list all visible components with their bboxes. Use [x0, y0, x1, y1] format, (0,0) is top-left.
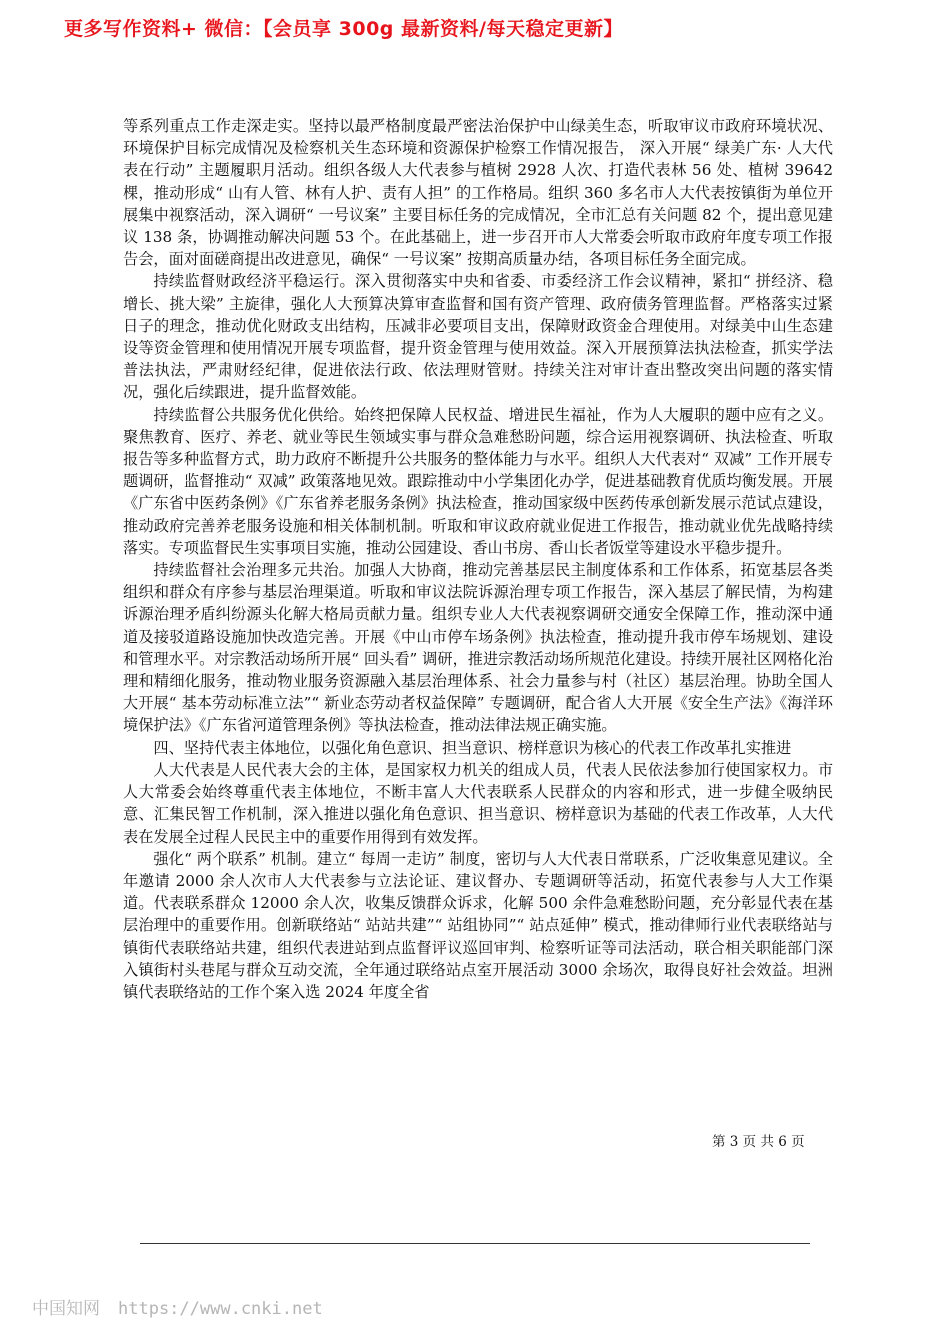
- paragraph-continuation: 等系列重点工作走深走实。坚持以最严格制度最严密法治保护中山绿美生态，听取审议市政府环境状况、 环境保护目标完成情况及检察机关生态环境和资源保护检察工作情况报告， 深入开展“ 绿美广东· 人大代表在行动” 主题履职月活动。组织各级人大代表参与植树 2928 人次、打造代表林 56 处、植树 39642 棵，推动形成“ 山有人管、林有人护、责有人担” 的工作格局。组织 360 多名市人大代表按镇街为单位开展集中视察活动，深入调研“ 一号议案” 主要目标任务的完成情况，全市汇总有关问题 82 个，提出意见建议 138 条，协调推动解决问题 53 个。在此基础上，进一步召开市人大常委会听取市政府年度专项工作报告会，面对面磋商提出改进意见，确保“ 一号议案” 按期高质量办结，各项目标任务全面完成。: [123, 117, 833, 269]
- page-number: 第 3 页 共 6 页: [712, 1134, 805, 1150]
- paragraph-social-governance: 持续监督社会治理多元共治。加强人大协商，推动完善基层民主制度体系和工作体系，拓宽基层各类组织和群众有序参与基层治理渠道。听取和审议法院诉源治理专项工作报告，深入基层了解民情，为构建诉源治理矛盾纠纷源头化解大格局贡献力量。组织专业人大代表视察调研交通安全保障工作，推动深中通道及接驳道路设施加快改造完善。开展《中山市停车场条例》执法检查，推动提升我市停车场规划、建设和管理水平。对宗教活动场所开展“ 回头看” 调研，推进宗教活动场所规范化建设。持续开展社区网格化治理和精细化服务，推动物业服务资源融入基层治理体系、社会力量参与村（社区）基层治理。协助全国人大开展“ 基本劳动标准立法”“ 新业态劳动者权益保障” 专题调研，配合省人大开展《安全生产法》《海洋环境保护法》《广东省河道管理条例》等执法检查，推动法律法规正确实施。: [123, 561, 833, 735]
- document-body: [123, 115, 833, 1003]
- paragraph-fiscal-supervision: 持续监督财政经济平稳运行。深入贯彻落实中央和省委、市委经济工作会议精神，紧扣“ 拼经济、稳增长、挑大梁” 主旋律，强化人大预算决算审查监督和国有资产管理、政府债务管理监督。严格落实过紧日子的理念，推动优化财政支出结构，压减非必要项目支出，保障财政资金合理使用。对绿美中山生态建设等资金管理和使用情况开展专项监督，提升资金管理与使用效益。深入开展预算法执法检查，抓实学法普法执法，严肃财经纪律，促进依法行政、依法理财管财。持续关注对审计查出整改突出问题的落实情况，强化后续跟进，提升监督效能。: [123, 272, 833, 402]
- footer-divider: [140, 1243, 810, 1244]
- section-heading-four: 四、坚持代表主体地位，以强化角色意识、担当意识、榜样意识为核心的代表工作改革扎实推进: [153, 738, 792, 757]
- watermark-brand: 中国知网: [32, 1299, 100, 1319]
- promo-banner: 更多写作资料+ 微信：【会员享 300g 最新资料/每天稳定更新】: [64, 18, 623, 40]
- watermark-url: https://www.cnki.net: [118, 1299, 323, 1319]
- paragraph-public-services: 持续监督公共服务优化供给。始终把保障人民权益、增进民生福祉，作为人大履职的题中应有之义。聚焦教育、医疗、养老、就业等民生领域实事与群众急难愁盼问题，综合运用视察调研、执法检查、听取报告等多种监督方式，助力政府不断提升公共服务的整体能力与水平。组织人大代表对“ 双减” 工作开展专题调研，监督推动“ 双减” 政策落地见效。跟踪推动中小学集团化办学，促进基础教育优质均衡发展。开展《广东省中医药条例》《广东省养老服务条例》执法检查，推动国家级中医药传承创新发展示范试点建设，推动政府完善养老服务设施和相关体制机制。听取和审议政府就业促进工作报告，推动就业优先战略持续落实。专项监督民生实事项目实施，推动公园建设、香山书房、香山长者饭堂等建设水平稳步提升。: [123, 405, 833, 557]
- paragraph-deputy-role: 人大代表是人民代表大会的主体，是国家权力机关的组成人员，代表人民依法参加行使国家权力。市人大常委会始终尊重代表主体地位，不断丰富人大代表联系人民群众的内容和形式，进一步健全吸纳民意、汇集民智工作机制，深入推进以强化角色意识、担当意识、榜样意识为基础的代表工作改革，人大代表在发展全过程人民民主中的重要作用得到有效发挥。: [123, 760, 833, 846]
- paragraph-two-links: 强化“ 两个联系” 机制。建立“ 每周一走访” 制度，密切与人大代表日常联系，广泛收集意见建议。全年邀请 2000 余人次市人大代表参与立法论证、建议督办、专题调研等活动，拓宽代表参与人大工作渠道。代表联系群众 12000 余人次，收集反馈群众诉求，化解 500 余件急难愁盼问题，充分彰显代表在基层治理中的重要作用。创新联络站“ 站站共建”“ 站组协同”“ 站点延伸” 模式，推动律师行业代表联络站与镇街代表联络站共建，组织代表进站到点监督评议巡回审判、检察听证等司法活动，联合相关职能部门深入镇街村头巷尾与群众互动交流，全年通过联络站点室开展活动 3000 余场次，取得良好社会效益。坦洲镇代表联络站的工作个案入选 2024 年度全省: [123, 849, 833, 1001]
- cnki-watermark: [32, 1294, 323, 1319]
